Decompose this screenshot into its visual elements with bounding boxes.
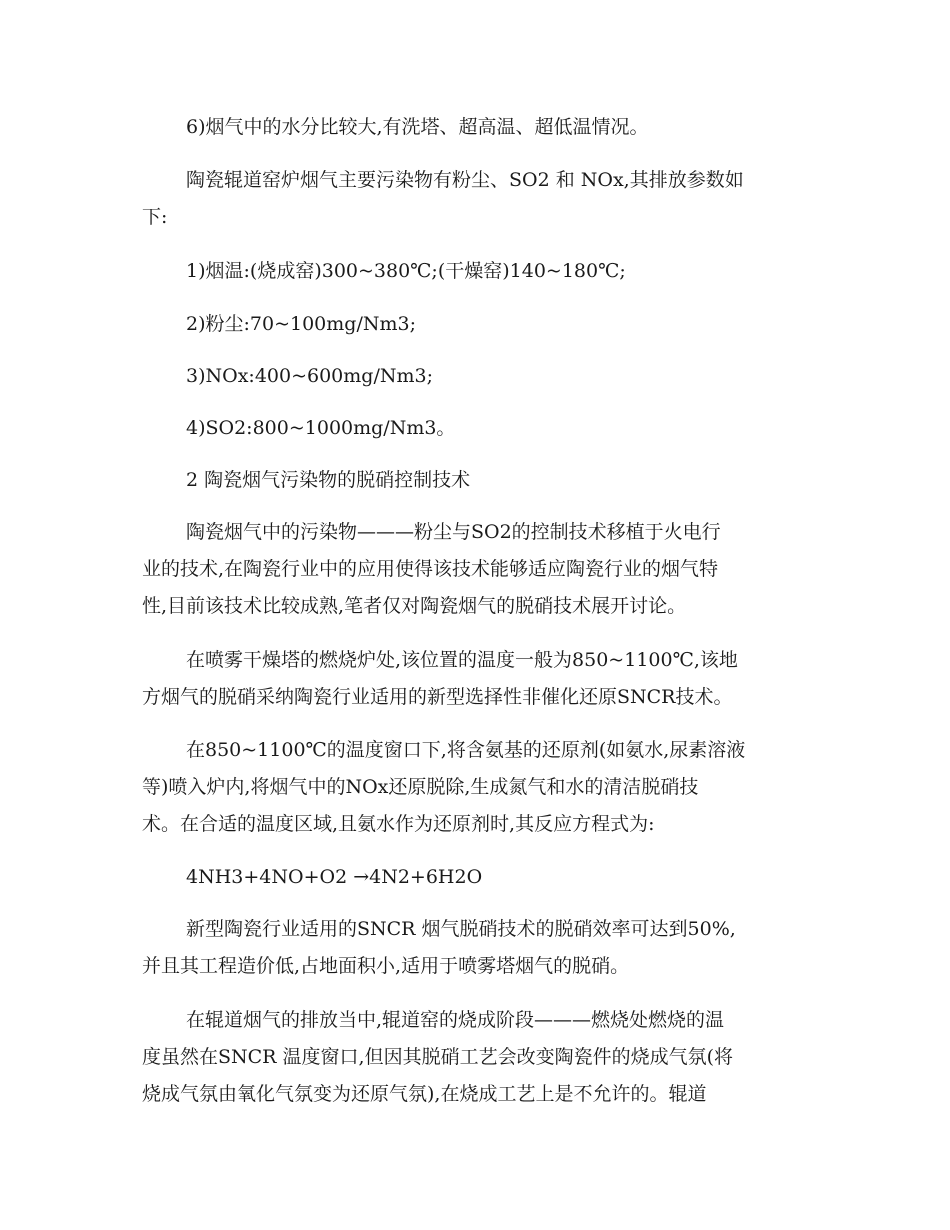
paragraph-line: 度虽然在SNCR 温度窗口,但因其脱硝工艺会改变陶瓷件的烧成气氛(将 xyxy=(142,1046,733,1068)
paragraph-line: 方烟气的脱硝采纳陶瓷行业适用的新型选择性非催化还原SNCR技术。 xyxy=(142,686,733,708)
section-heading: 2 陶瓷烟气污染物的脱硝控制技术 xyxy=(186,469,471,491)
paragraph-line: 新型陶瓷行业适用的SNCR 烟气脱硝技术的脱硝效率可达到50%, xyxy=(186,918,736,940)
reaction-equation: 4NH3+4NO+O2 →4N2+6H2O xyxy=(186,866,483,888)
paragraph-line: 业的技术,在陶瓷行业中的应用使得该技术能够适应陶瓷行业的烟气特 xyxy=(142,558,719,580)
paragraph-line: 在850~1100℃的温度窗口下,将含氨基的还原剂(如氨水,尿素溶液 xyxy=(186,739,746,761)
list-item-moisture: 6)烟气中的水分比较大,有洗塔、超高温、超低温情况。 xyxy=(186,116,649,138)
list-item-nox: 3)NOx:400~600mg/Nm3; xyxy=(186,365,433,387)
list-item-dust: 2)粉尘:70~100mg/Nm3; xyxy=(186,313,416,335)
paragraph-line: 并且其工程造价低,占地面积小,适用于喷雾塔烟气的脱硝。 xyxy=(142,955,630,977)
paragraph-line: 在喷雾干燥塔的燃烧炉处,该位置的温度一般为850~1100℃,该地 xyxy=(186,649,738,671)
paragraph-line: 术。在合适的温度区域,且氨水作为还原剂时,其反应方程式为: xyxy=(142,813,655,835)
paragraph-line: 性,目前该技术比较成熟,笔者仅对陶瓷烟气的脱硝技术展开讨论。 xyxy=(142,595,687,617)
list-item-temperature: 1)烟温:(烧成窑)300~380℃;(干燥窑)140~180℃; xyxy=(186,260,626,282)
paragraph-line: 下: xyxy=(142,206,168,228)
paragraph-line: 陶瓷辊道窑炉烟气主要污染物有粉尘、SO2 和 NOx,其排放参数如 xyxy=(186,169,744,191)
list-item-so2: 4)SO2:800~1000mg/Nm3。 xyxy=(186,417,456,439)
paragraph-line: 等)喷入炉内,将烟气中的NOx还原脱除,生成氮气和水的清洁脱硝技 xyxy=(142,776,699,798)
paragraph-line: 烧成气氛由氧化气氛变为还原气氛),在烧成工艺上是不允许的。辊道 xyxy=(142,1083,707,1105)
paragraph-line: 在辊道烟气的排放当中,辊道窑的烧成阶段———燃烧处燃烧的温 xyxy=(186,1009,725,1031)
paragraph-line: 陶瓷烟气中的污染物———粉尘与SO2的控制技术移植于火电行 xyxy=(186,521,721,543)
